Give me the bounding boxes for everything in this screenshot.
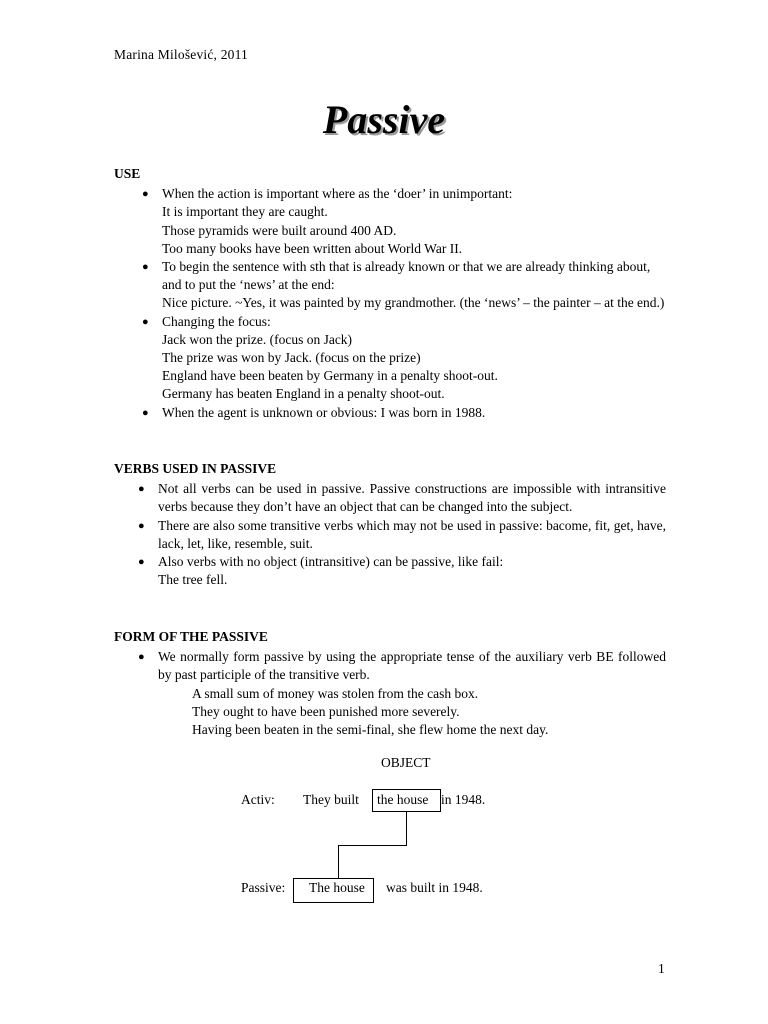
use-item-text: When the agent is unknown or obvious: I was born in 1988. xyxy=(162,404,486,420)
verbs-heading: VERBS USED IN PASSIVE xyxy=(114,461,277,476)
use-example: It is important they are caught. xyxy=(162,204,328,220)
active-sentence-end: in 1948. xyxy=(441,792,486,807)
passive-sentence-end: was built in 1948. xyxy=(386,880,483,895)
use-item-text: Changing the focus: xyxy=(162,313,271,329)
bullet-icon: ● xyxy=(138,556,145,569)
verbs-item-text: Not all verbs can be used in passive. Passive constructions are impossible with intransitive verbs because they don’t have an object that can be changed into the subject. xyxy=(158,481,666,515)
bullet-icon: ● xyxy=(138,651,145,664)
page-number: 1 xyxy=(658,961,665,976)
use-example: Jack won the prize. (focus on Jack) xyxy=(162,331,353,347)
form-example: Having been beaten in the semi-final, she flew home the next day. xyxy=(192,722,549,738)
connector-line xyxy=(406,811,407,845)
active-sentence-start: They built xyxy=(303,792,359,807)
form-item-text: We normally form passive by using the appropriate tense of the auxiliary verb BE followed by past participle of the transitive verb. xyxy=(158,649,666,683)
bullet-icon: ● xyxy=(142,261,149,274)
use-example: Those pyramids were built around 400 AD. xyxy=(162,222,397,238)
connector-line xyxy=(338,845,407,846)
passive-label: Passive: xyxy=(241,880,286,895)
form-heading: FORM OF THE PASSIVE xyxy=(114,629,268,644)
use-example: Too many books have been written about World War II. xyxy=(162,240,463,256)
bullet-icon: ● xyxy=(138,519,145,532)
use-heading: USE xyxy=(114,166,141,181)
bullet-icon: ● xyxy=(138,483,145,496)
verbs-item-text: There are also some transitive verbs which may not be used in passive: bacome, fit, get, have, lack, let, like, resemble, suit. xyxy=(158,517,666,551)
form-example: A small sum of money was stolen from the cash box. xyxy=(192,685,479,701)
bullet-icon: ● xyxy=(142,315,149,328)
bullet-icon: ● xyxy=(142,188,149,201)
active-object: the house xyxy=(377,792,429,807)
form-example: They ought to have been punished more severely. xyxy=(192,703,460,719)
bullet-icon: ● xyxy=(142,406,149,419)
use-item-text: To begin the sentence with sth that is already known or that we are already thinking about, and to put the ‘news’ at the end: xyxy=(162,259,651,293)
passive-subject: The house xyxy=(309,880,365,895)
verbs-example: The tree fell. xyxy=(158,572,228,588)
connector-line xyxy=(338,845,339,878)
page-title: Passive xyxy=(322,97,446,142)
use-item-text: When the action is important where as the ‘doer’ in unimportant: xyxy=(162,186,513,202)
verbs-item-text: Also verbs with no object (intransitive) can be passive, like fail: xyxy=(158,554,504,570)
use-example: Nice picture. ~Yes, it was painted by my grandmother. (the ‘news’ – the painter – at the end.) xyxy=(162,295,665,311)
use-example: Germany has beaten England in a penalty shoot-out. xyxy=(162,386,445,402)
use-example: England have been beaten by Germany in a penalty shoot-out. xyxy=(162,368,498,384)
use-example: The prize was won by Jack. (focus on the prize) xyxy=(162,350,421,366)
active-label: Activ: xyxy=(241,792,275,807)
object-label: OBJECT xyxy=(381,755,431,770)
author-line: Marina Milošević, 2011 xyxy=(114,47,249,62)
